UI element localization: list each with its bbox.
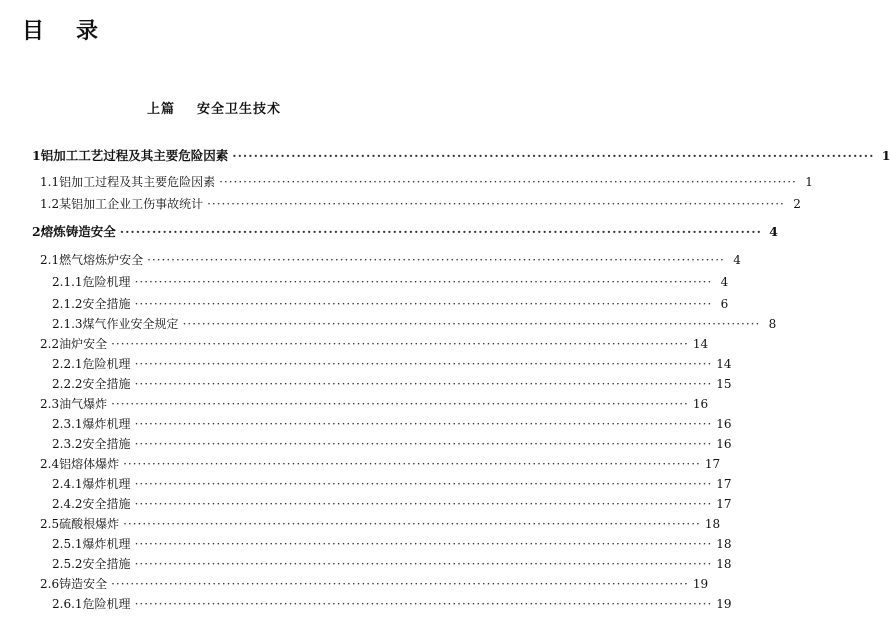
toc-entry-title: 危险机理 — [82, 275, 131, 289]
toc-entry-number: 2.2.1 — [52, 357, 83, 371]
toc-entry-number: 2.5 — [40, 517, 60, 531]
toc-entry-page: 16 — [716, 437, 732, 451]
toc-entry[interactable] — [52, 354, 732, 374]
toc-leader-dots: ························································································································ — [134, 477, 713, 491]
toc-entry-page: 17 — [716, 477, 732, 491]
toc-entry[interactable] — [40, 514, 721, 534]
toc-entry[interactable] — [52, 474, 732, 494]
page-title-second-char: 录 — [76, 19, 131, 44]
toc-entry-number: 2.6.1 — [52, 597, 83, 611]
toc-entry-title: 爆炸机理 — [82, 537, 131, 551]
toc-leader-dots: ························································································································ — [182, 317, 761, 331]
toc-entry[interactable] — [52, 314, 777, 334]
toc-entry-title: 煤气作业安全规定 — [82, 317, 179, 331]
toc-entry-page: 4 — [769, 224, 778, 239]
toc-leader-dots: ························································································································ — [111, 577, 689, 591]
toc-entry-title: 安全措施 — [82, 297, 131, 311]
toc-entry-page: 16 — [692, 397, 709, 411]
toc-leader-dots: ························································································································ — [134, 417, 713, 431]
toc-entry-page: 8 — [768, 317, 777, 331]
toc-leader-dots: ························································································································ — [111, 397, 689, 411]
toc-entry-page: 19 — [716, 597, 732, 611]
toc-entry-number: 2.6 — [40, 577, 60, 591]
toc-entry-title: 燃气熔炼炉安全 — [59, 253, 144, 267]
toc-entry[interactable] — [40, 250, 741, 270]
toc-entry-title: 熔炼铸造安全 — [40, 224, 116, 239]
toc-entry-title: 硫酸根爆炸 — [59, 517, 120, 531]
toc-entry-title: 铝熔体爆炸 — [59, 457, 120, 471]
toc-entry[interactable] — [40, 334, 709, 354]
toc-entry-number: 2 — [32, 224, 41, 239]
toc-entry-number: 2.5.2 — [52, 557, 83, 571]
toc-leader-dots: ························································································································ — [119, 224, 762, 239]
toc-leader-dots: ························································································································ — [134, 537, 713, 551]
toc-leader-dots: ························································································································ — [219, 175, 797, 189]
toc-entry-number: 1.1 — [40, 175, 60, 189]
toc-entry[interactable] — [52, 534, 732, 554]
toc-entry-page: 6 — [720, 297, 729, 311]
toc-leader-dots: ························································································································ — [123, 457, 701, 471]
toc-entry[interactable] — [52, 272, 729, 292]
toc-leader-dots: ························································································································ — [134, 357, 713, 371]
toc-leader-dots: ························································································································ — [207, 197, 785, 211]
toc-leader-dots: ························································································································ — [134, 557, 713, 571]
toc-entry-page: 19 — [692, 577, 709, 591]
toc-entry[interactable] — [40, 454, 721, 474]
toc-entry-page: 2 — [793, 197, 801, 211]
toc-entry[interactable] — [40, 194, 801, 214]
toc-entry-title: 安全措施 — [82, 497, 131, 511]
toc-entry-number: 2.1.2 — [52, 297, 83, 311]
toc-entry[interactable] — [32, 222, 778, 242]
toc-entry-title: 危险机理 — [82, 597, 131, 611]
toc-entry-number: 1 — [32, 148, 41, 163]
toc-entry-page: 18 — [716, 557, 732, 571]
toc-entry-title: 安全措施 — [82, 377, 131, 391]
toc-entry-title: 危险机理 — [82, 357, 131, 371]
toc-entry-page: 1 — [805, 175, 813, 189]
toc-entry[interactable] — [52, 554, 732, 574]
part-label: 上篇 — [146, 102, 175, 117]
toc-entry-number: 2.3.2 — [52, 437, 83, 451]
toc-entry-page: 1 — [881, 148, 890, 163]
toc-entry[interactable] — [32, 146, 890, 166]
toc-entry-page: 16 — [716, 417, 732, 431]
toc-leader-dots: ························································································································ — [134, 377, 713, 391]
toc-leader-dots: ························································································································ — [134, 275, 713, 289]
toc-entry-title: 油气爆炸 — [59, 397, 108, 411]
toc-entry-number: 2.4.1 — [52, 477, 83, 491]
toc-leader-dots: ························································································································ — [147, 253, 725, 267]
toc-leader-dots: ························································································································ — [123, 517, 701, 531]
toc-entry-page: 4 — [733, 253, 741, 267]
toc-entry-number: 2.3 — [40, 397, 60, 411]
toc-entry-page: 18 — [716, 537, 732, 551]
toc-leader-dots: ························································································································ — [134, 597, 713, 611]
toc-entry-page: 17 — [704, 457, 721, 471]
toc-entry-number: 2.3.1 — [52, 417, 83, 431]
toc-entry[interactable] — [52, 494, 732, 514]
part-heading — [0, 98, 428, 117]
toc-entry-title: 铝加工过程及其主要危险因素 — [59, 175, 216, 189]
toc-entry-title: 安全措施 — [82, 557, 131, 571]
toc-entry[interactable] — [52, 374, 732, 394]
toc-leader-dots: ························································································································ — [134, 497, 713, 511]
toc-entry-number: 1.2 — [40, 197, 60, 211]
toc-entry-title: 油炉安全 — [59, 337, 108, 351]
toc-entry-page: 14 — [692, 337, 709, 351]
toc-leader-dots: ························································································································ — [134, 437, 713, 451]
toc-entry-number: 2.5.1 — [52, 537, 83, 551]
toc-entry-title: 安全措施 — [82, 437, 131, 451]
toc-entry[interactable] — [52, 414, 732, 434]
toc-entry[interactable] — [52, 434, 732, 454]
toc-entry-page: 17 — [716, 497, 732, 511]
toc-entry[interactable] — [40, 574, 709, 594]
toc-entry-number: 2.1.3 — [52, 317, 83, 331]
toc-entry-title: 铸造安全 — [59, 577, 108, 591]
toc-entry-number: 2.4 — [40, 457, 60, 471]
part-title-text: 安全卫生技术 — [197, 102, 282, 117]
toc-entry-number: 2.2 — [40, 337, 60, 351]
toc-leader-dots: ························································································································ — [232, 148, 875, 163]
toc-entry-page: 4 — [720, 275, 729, 289]
toc-entry-page: 14 — [716, 357, 732, 371]
toc-entry-page: 18 — [704, 517, 721, 531]
toc-leader-dots: ························································································································ — [111, 337, 689, 351]
page-title — [22, 14, 130, 45]
toc-entry[interactable] — [52, 594, 732, 614]
toc-leader-dots: ························································································································ — [134, 297, 713, 311]
toc-entry-number: 2.4.2 — [52, 497, 83, 511]
toc-entry[interactable] — [40, 394, 709, 414]
toc-entry-title: 爆炸机理 — [82, 417, 131, 431]
toc-entry-number: 2.1 — [40, 253, 60, 267]
toc-entry-title: 某铝加工企业工伤事故统计 — [59, 197, 204, 211]
toc-entry[interactable] — [52, 294, 729, 314]
page-title-first-char: 目 — [22, 19, 77, 44]
toc-entry-title: 爆炸机理 — [82, 477, 131, 491]
toc-entry[interactable] — [40, 172, 813, 192]
toc-entry-number: 2.2.2 — [52, 377, 83, 391]
toc-entry-number: 2.1.1 — [52, 275, 83, 289]
toc-entry-title: 铝加工工艺过程及其主要危险因素 — [40, 148, 229, 163]
toc-entry-page: 15 — [716, 377, 732, 391]
